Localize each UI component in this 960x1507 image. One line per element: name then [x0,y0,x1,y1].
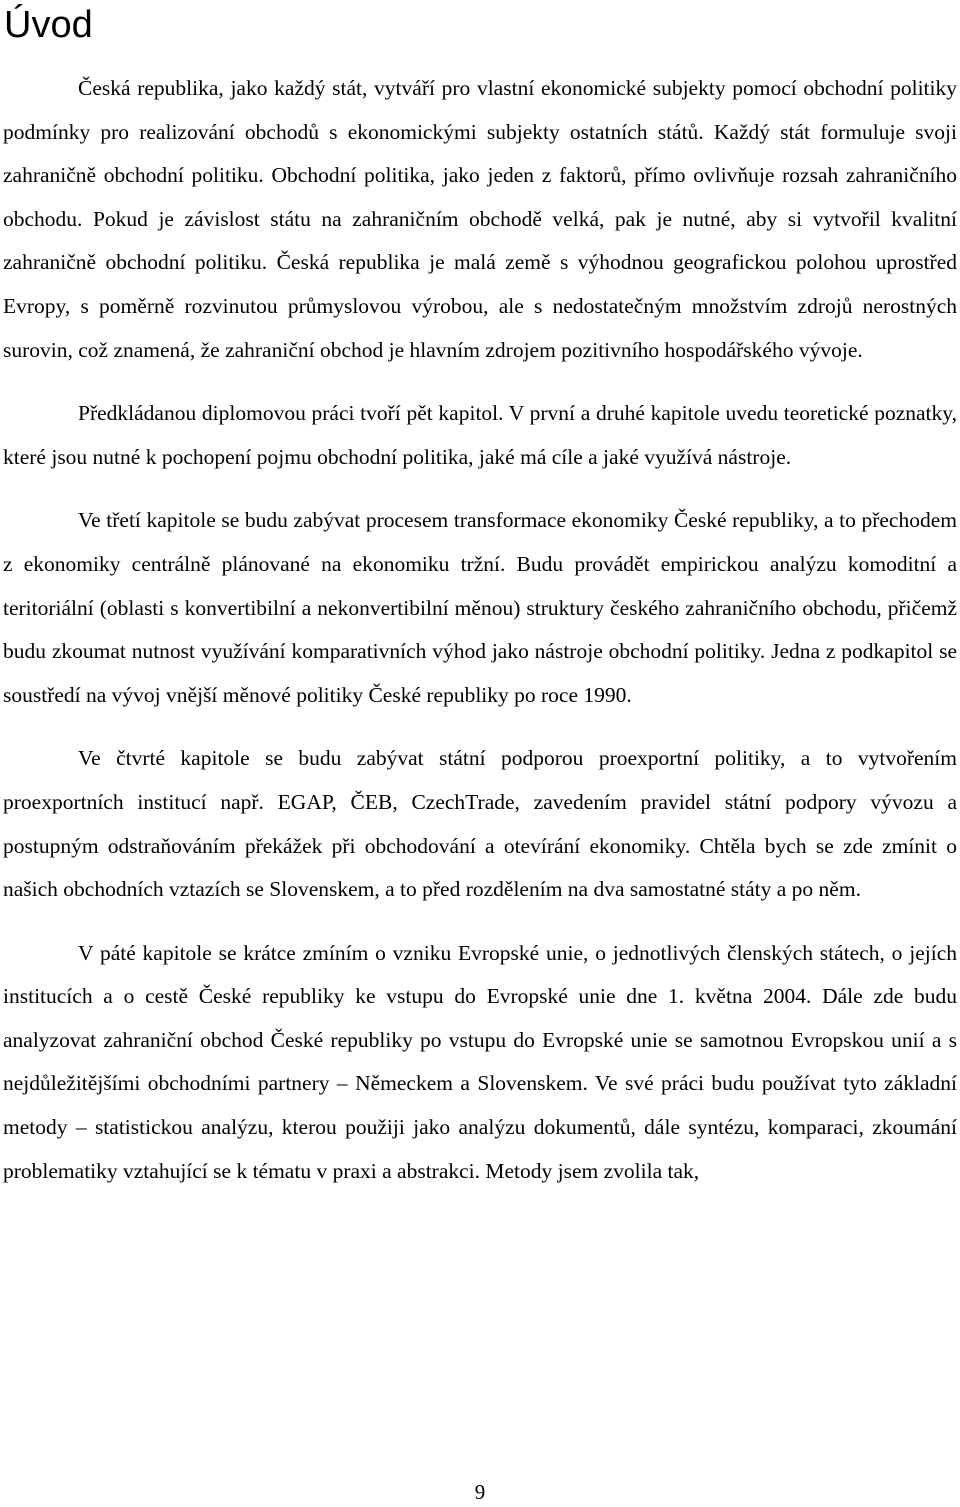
paragraph-5: V páté kapitole se krátce zmíním o vzniku Evropské unie, o jednotlivých členských státech, o jejích institucích a o cestě České republiky ke vstupu do Evropské unie dne 1. května 2004. Dále zde budu analyzovat zahraniční obchod České republiky po vstupu do Evropské unie se samotnou Evropskou unií a s nejdůležitějšími obchodními partnery – Německem a Slovenskem. Ve své práci budu používat tyto základní metody – statistickou analýzu, kterou použiji jako analýzu dokumentů, dále syntézu, komparaci, zkoumání problematiky vztahující se k tématu v praxi a abstrakci. Metody jsem zvolila tak, [3,940,957,1183]
paragraph-3: Ve třetí kapitole se budu zabývat procesem transformace ekonomiky České republiky, a to přechodem z ekonomiky centrálně plánované na ekonomiku tržní. Budu provádět empirickou analýzu komoditní a teritoriální (oblasti s konvertibilní a nekonvertibilní měnou) struktury českého zahraničního obchodu, přičemž budu zkoumat nutnost využívání komparativních výhod jako nástroje obchodní politiky. Jedna z podkapitol se soustředí na vývoj vnější měnové politiky České republiky po roce 1990. [3,508,957,707]
chapter-heading: Úvod [4,4,93,46]
paragraph-1: Česká republika, jako každý stát, vytváří pro vlastní ekonomické subjekty pomocí obchodní politiky podmínky pro realizování obchodů s ekonomickými subjekty ostatních států. Každý stát formuluje svoji zahraničně obchodní politiku. Obchodní politika, jako jeden z faktorů, přímo ovlivňuje rozsah zahraničního obchodu. Pokud je závislost státu na zahraničním obchodě velká, pak je nutné, aby si vytvořil kvalitní zahraničně obchodní politiku. Česká republika je malá země s výhodnou geografickou polohou uprostřed Evropy, s poměrně rozvinutou průmyslovou výrobou, ale s nedostatečným množstvím zdrojů nerostných surovin, což znamená, že zahraniční obchod je hlavním zdrojem pozitivního hospodářského vývoje. [3,76,957,362]
body-text [3,67,957,1213]
page-number: 9 [474,1480,486,1504]
paragraph-4: Ve čtvrté kapitole se budu zabývat státní podporou proexportní politiky, a to vytvořením proexportních institucí např. EGAP, ČEB, CzechTrade, zavedením pravidel státní podpory vývozu a postupným odstraňováním překážek při obchodování a otevírání ekonomiky. Chtěla bych se zde zmínit o našich obchodních vztazích se Slovenskem, a to před rozdělením na dva samostatné státy a po něm. [3,746,957,902]
paragraph-2: Předkládanou diplomovou práci tvoří pět kapitol. V první a druhé kapitole uvedu teoretické poznatky, které jsou nutné k pochopení pojmu obchodní politika, jaké má cíle a jaké využívá nástroje. [3,401,957,469]
